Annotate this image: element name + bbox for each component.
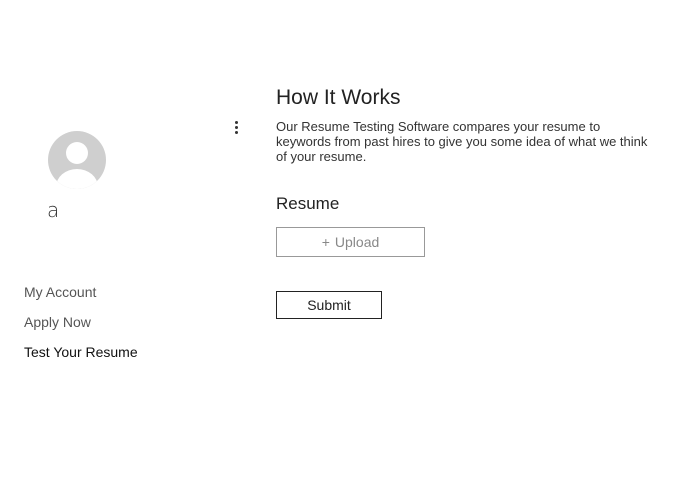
upload-label: Upload [334,234,380,250]
sidebar-item-apply-now[interactable]: Apply Now [24,314,91,330]
avatar[interactable] [48,131,106,189]
avatar-body-shape [56,169,98,189]
sidebar-item-test-your-resume[interactable]: Test Your Resume [24,344,138,360]
sidebar-nav [24,283,138,373]
upload-button[interactable] [276,227,425,257]
sidebar-item-my-account[interactable]: My Account [24,284,97,300]
submit-button[interactable]: Submit [276,291,382,319]
page-description: Our Resume Testing Software compares your resume to keywords from past hires to give you some idea of what we think of your resume. [276,119,648,164]
more-options-icon[interactable] [232,121,240,135]
profile-name: a [47,198,60,222]
resume-label: Resume [276,194,340,213]
page-title: How It Works [276,86,401,109]
avatar-head-shape [66,142,88,164]
plus-icon: + [321,234,330,250]
